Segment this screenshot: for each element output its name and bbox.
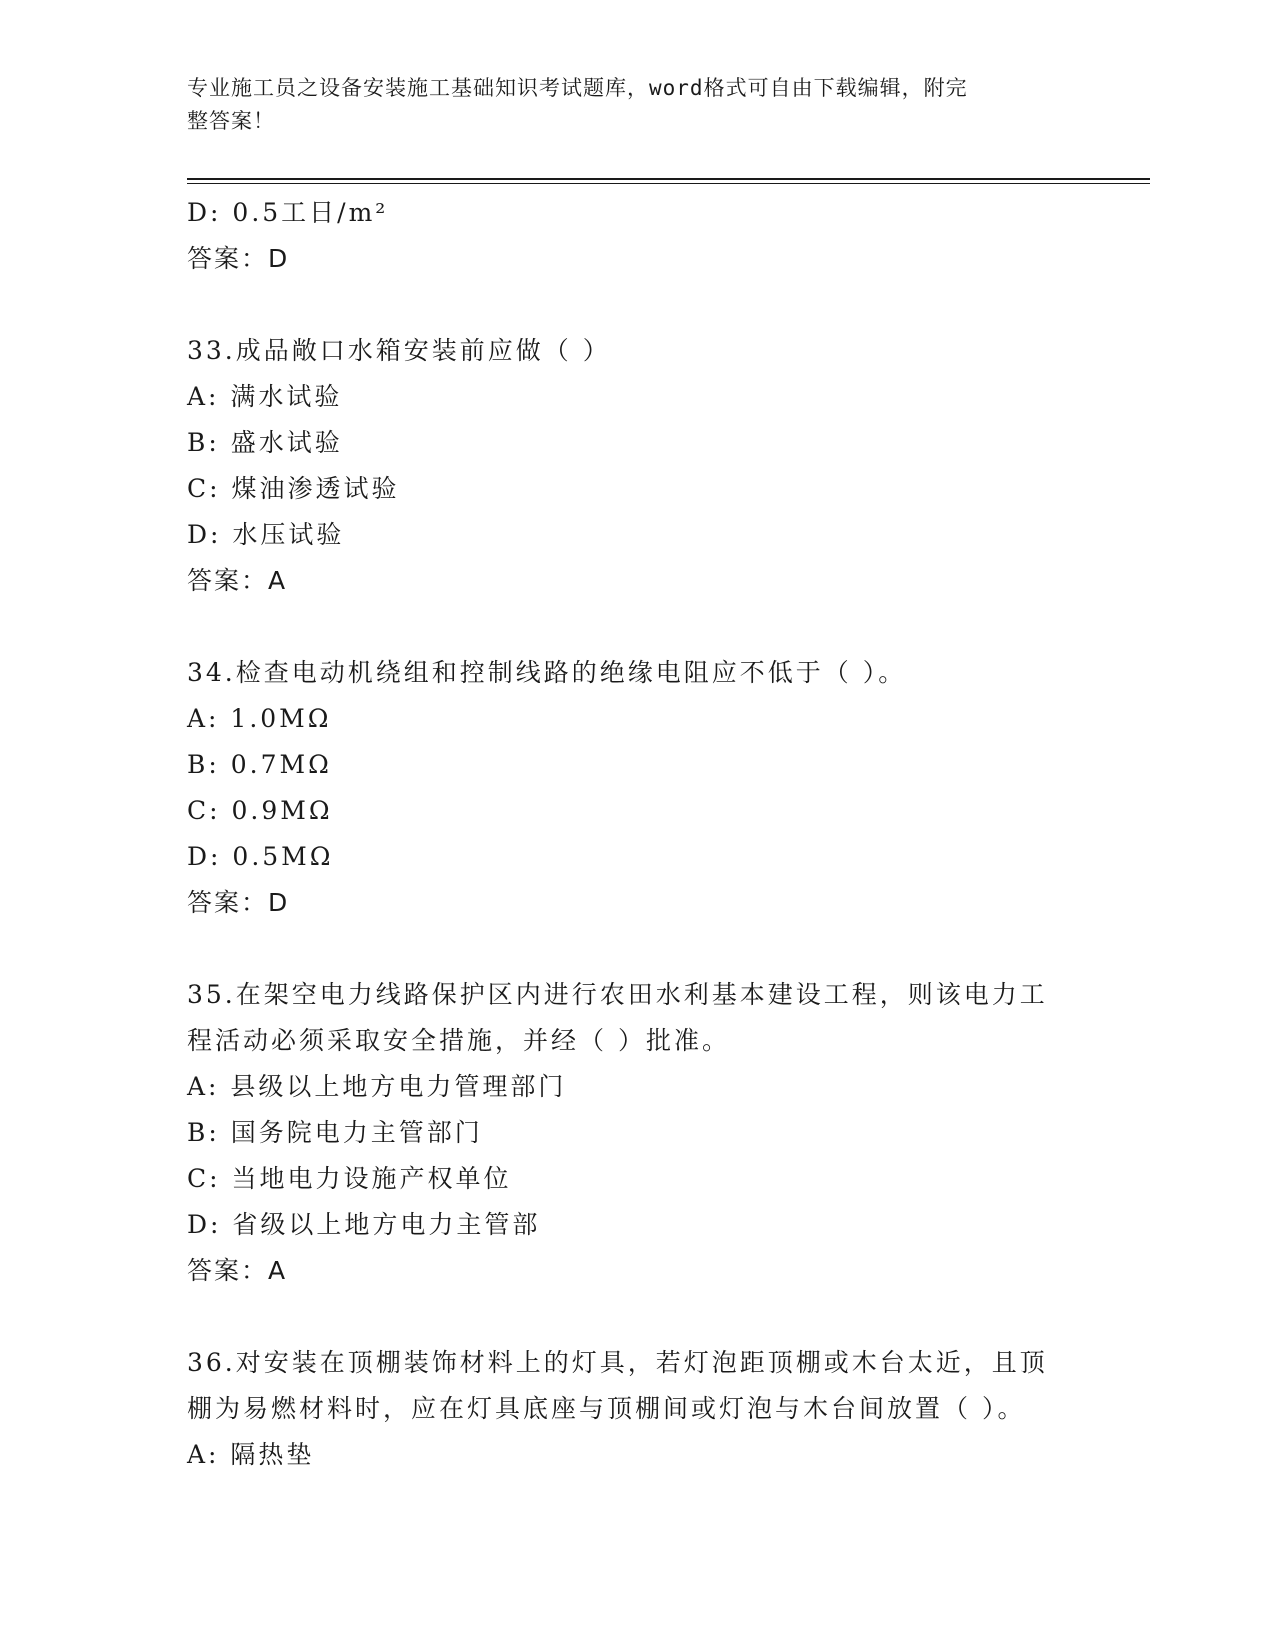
header-line-1: 专业施工员之设备安装施工基础知识考试题库，word格式可自由下载编辑，附完: [187, 76, 968, 100]
question-text-line-2: 棚为易燃材料时，应在灯具底座与顶棚间或灯泡与木台间放置（ ）。: [187, 1394, 1026, 1423]
document-header: [187, 72, 1087, 138]
question-text-line-1: 35.在架空电力线路保护区内进行农田水利基本建设工程，则该电力工: [187, 980, 1048, 1009]
option-a: A: 满水试验: [187, 382, 343, 411]
header-divider-thick: [187, 178, 1150, 180]
prev-option-d: D: 0.5工日/m²: [187, 198, 389, 227]
answer: 答案：A: [187, 566, 288, 595]
option-b: B: 0.7MΩ: [187, 750, 332, 779]
answer: 答案：D: [187, 888, 290, 917]
question-text-line-2: 程活动必须采取安全措施，并经（ ）批准。: [187, 1026, 730, 1055]
spacer: [187, 282, 1087, 328]
header-divider-thin: [187, 183, 1150, 184]
spacer: [187, 926, 1087, 972]
option-a: A: 1.0MΩ: [187, 704, 332, 733]
option-a: A: 县级以上地方电力管理部门: [187, 1072, 567, 1101]
option-d: D: 水压试验: [187, 520, 345, 549]
question-36: [187, 1340, 1087, 1478]
question-33: [187, 328, 1087, 604]
question-list: [187, 190, 1087, 1478]
option-b: B: 国务院电力主管部门: [187, 1118, 483, 1147]
question-text-line-1: 36.对安装在顶棚装饰材料上的灯具，若灯泡距顶棚或木台太近，且顶: [187, 1348, 1048, 1377]
option-d: D: 省级以上地方电力主管部: [187, 1210, 541, 1239]
option-c: C: 0.9MΩ: [187, 796, 333, 825]
option-d: D: 0.5MΩ: [187, 842, 334, 871]
header-line-2: 整答案！: [187, 109, 275, 133]
spacer: [187, 604, 1087, 650]
option-a: A: 隔热垫: [187, 1440, 315, 1469]
answer: 答案：A: [187, 1256, 288, 1285]
prev-answer: 答案：D: [187, 244, 290, 273]
question-35: [187, 972, 1087, 1294]
question-text: 34.检查电动机绕组和控制线路的绝缘电阻应不低于（ ）。: [187, 658, 907, 687]
question-text: 33.成品敞口水箱安装前应做（ ）: [187, 336, 611, 365]
spacer: [187, 1294, 1087, 1340]
option-c: C: 煤油渗透试验: [187, 474, 400, 503]
option-c: C: 当地电力设施产权单位: [187, 1164, 512, 1193]
question-34: [187, 650, 1087, 926]
option-b: B: 盛水试验: [187, 428, 343, 457]
